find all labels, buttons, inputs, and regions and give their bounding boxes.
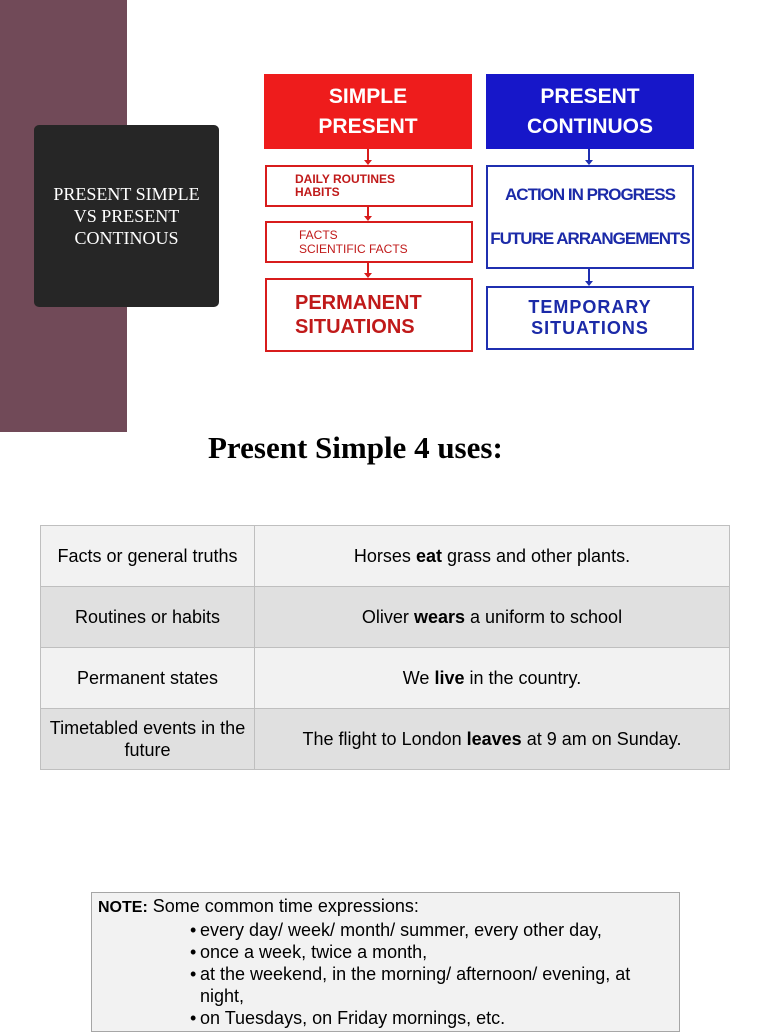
- continuous-header-line-2: CONTINUOS: [527, 114, 653, 138]
- continuous-box-1-line-1: ACTION IN PROGRESS: [505, 185, 675, 204]
- note-intro-text: Some common time expressions:: [147, 896, 419, 916]
- list-item: • at the weekend, in the morning/ afternoon/ evening, at night,: [190, 963, 673, 1007]
- simple-header-line-1: SIMPLE: [328, 84, 408, 108]
- section-heading: Present Simple 4 uses:: [208, 430, 503, 465]
- simple-box-routines: [265, 165, 473, 207]
- simple-present-header: [264, 74, 472, 149]
- list-item: • once a week, twice a month,: [190, 941, 673, 963]
- note-label: NOTE:: [98, 899, 148, 916]
- continuous-box-temporary: [486, 286, 694, 350]
- use-cell: Facts or general truths: [41, 526, 255, 587]
- simple-box-1-line-1: DAILY ROUTINES: [295, 172, 396, 186]
- simple-box-1-line-2: HABITS: [295, 185, 340, 199]
- verb: wears: [413, 607, 465, 627]
- arrow-down-icon: [367, 149, 369, 161]
- comparison-diagram: [258, 68, 698, 358]
- note-intro: [98, 895, 673, 919]
- verb: leaves: [466, 729, 522, 749]
- simple-box-3-line-2: SITUATIONS: [295, 316, 415, 338]
- continuous-header-line-1: PRESENT: [540, 84, 640, 108]
- table-row: [41, 648, 730, 709]
- table-row: [41, 709, 730, 770]
- title-card: [34, 125, 219, 307]
- use-cell: Permanent states: [41, 648, 255, 709]
- arrow-down-icon: [588, 269, 590, 282]
- simple-box-facts: [265, 221, 473, 263]
- arrow-down-icon: [588, 149, 590, 161]
- example-cell: Oliver wears a uniform to school: [255, 587, 730, 648]
- note-box: [91, 892, 680, 1032]
- example-cell: Horses eat grass and other plants.: [255, 526, 730, 587]
- arrow-down-icon: [367, 207, 369, 217]
- list-item: • every day/ week/ month/ summer, every other day,: [190, 919, 673, 941]
- list-item: • on Tuesdays, on Friday mornings, etc.: [190, 1007, 673, 1029]
- use-cell: Routines or habits: [41, 587, 255, 648]
- time-expressions-list: [98, 919, 673, 1029]
- table-row: [41, 587, 730, 648]
- continuous-box-2-line-2: SITUATIONS: [531, 318, 649, 338]
- example-cell: The flight to London leaves at 9 am on Sunday.: [255, 709, 730, 770]
- continuous-box-progress: [486, 165, 694, 269]
- present-continuous-header: [486, 74, 694, 149]
- table-row: [41, 526, 730, 587]
- simple-box-2-line-2: SCIENTIFIC FACTS: [299, 242, 408, 256]
- simple-box-3-line-1: PERMANENT: [295, 292, 422, 314]
- present-simple-uses-table: [40, 525, 730, 770]
- title-card-text: PRESENT SIMPLE VS PRESENT CONTINOUS: [53, 184, 200, 248]
- arrow-down-icon: [367, 263, 369, 274]
- simple-box-2-line-1: FACTS: [299, 228, 338, 242]
- use-cell: Timetabled events in the future: [41, 709, 255, 770]
- continuous-box-1-line-2: FUTURE ARRANGEMENTS: [490, 229, 690, 248]
- verb: eat: [415, 546, 442, 566]
- simple-box-permanent: [265, 278, 473, 352]
- example-cell: We live in the country.: [255, 648, 730, 709]
- continuous-box-2-line-1: TEMPORARY: [528, 297, 652, 317]
- simple-header-line-2: PRESENT: [318, 114, 418, 138]
- verb: live: [434, 668, 465, 688]
